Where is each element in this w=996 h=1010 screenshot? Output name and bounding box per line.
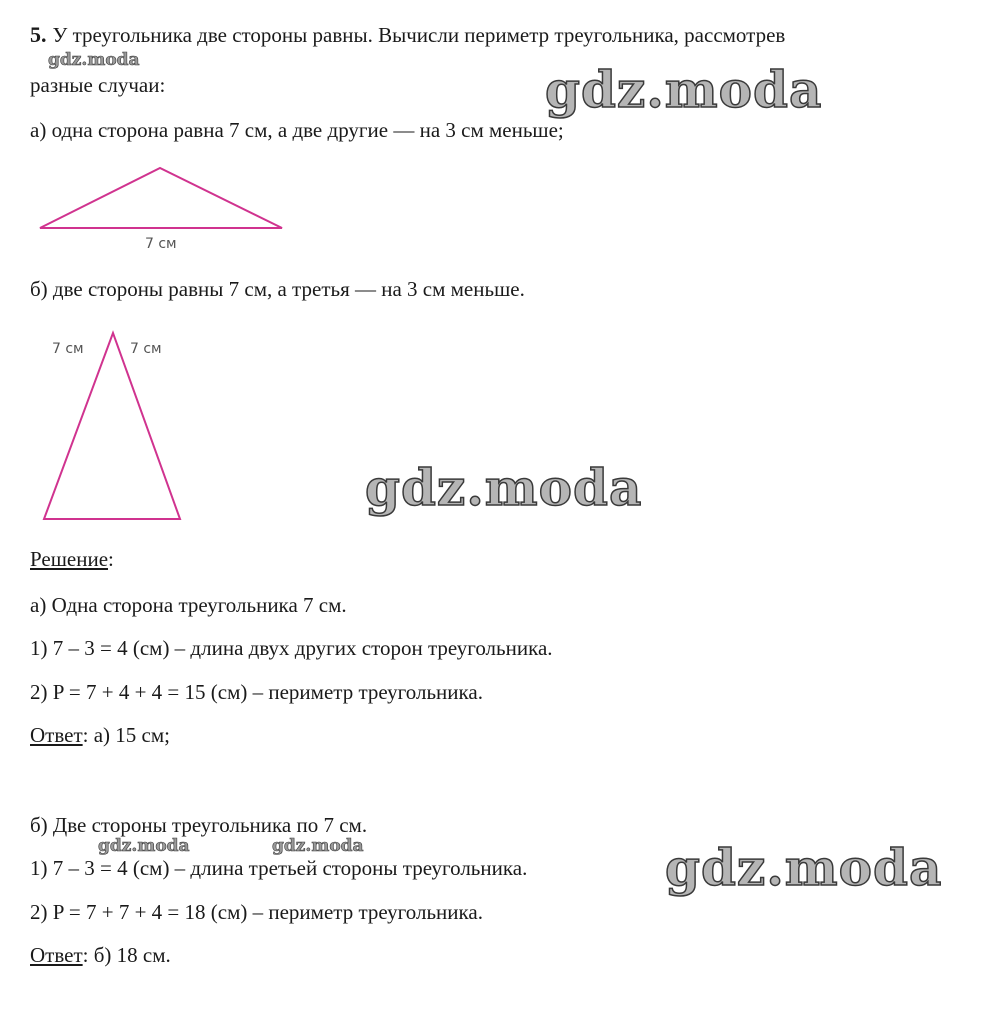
watermark-big: gdz.moda [665, 838, 943, 897]
solution-a-step1: 1) 7 – 3 = 4 (см) – длина двух других сторон треугольника. [30, 636, 553, 660]
solution-heading-line [30, 546, 114, 572]
solution-b-intro: б) Две стороны треугольника по 7 см. [30, 813, 368, 837]
solution-b-step1: 1) 7 – 3 = 4 (см) – длина третьей стороны треугольника. [30, 856, 528, 880]
case-b-condition: б) две стороны равны 7 см, а третья — на 3 см меньше. [30, 277, 525, 301]
solution-a-answer [30, 722, 170, 748]
solution-b-step2: 2) P = 7 + 7 + 4 = 18 (см) – периметр треугольника. [30, 900, 483, 924]
solution-a-step2: 2) P = 7 + 4 + 4 = 15 (см) – периметр треугольника. [30, 680, 483, 704]
solution-b-answer [30, 942, 171, 968]
solution-heading-suffix: : [108, 547, 114, 571]
solution-a-intro: а) Одна сторона треугольника 7 см. [30, 593, 347, 617]
watermark-big: gdz.moda [545, 60, 823, 119]
watermark-big: gdz.moda [365, 458, 643, 517]
answer-label: Ответ [30, 943, 83, 967]
answer-value: : а) 15 см; [82, 723, 170, 747]
solution-heading: Решение [30, 547, 109, 571]
answer-label: Ответ [30, 723, 83, 747]
case-a-condition: а) одна сторона равна 7 см, а две другие — на 3 см меньше; [30, 118, 564, 142]
watermark-small: gdz.moda [98, 836, 190, 856]
triangle-b-right-label: 7 см [130, 341, 162, 357]
triangle-b-left-label: 7 см [52, 341, 84, 357]
watermark-small: gdz.moda [272, 836, 364, 856]
task-number: 5. [30, 22, 47, 47]
triangle-b [44, 333, 180, 519]
task-statement-text: У треугольника две стороны равны. Вычисли периметр треугольника, рассмотрев [52, 23, 786, 47]
watermark-small: gdz.moda [48, 50, 140, 70]
triangle-a-base-label: 7 см [145, 236, 177, 252]
task-statement-line2: разные случаи: [30, 73, 166, 97]
answer-value: : б) 18 см. [82, 943, 171, 967]
